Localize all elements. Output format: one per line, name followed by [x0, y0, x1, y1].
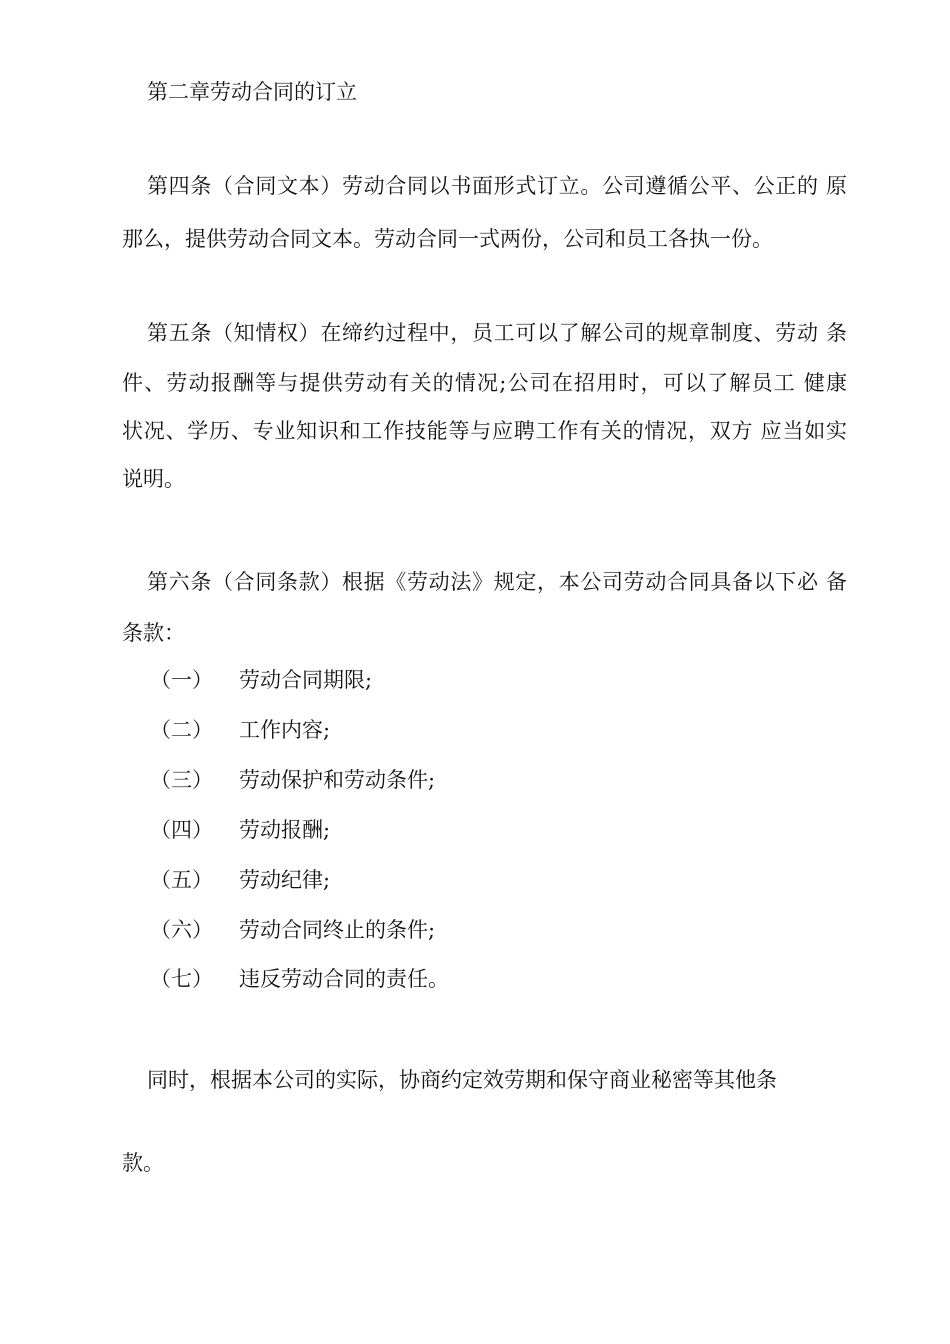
clause-text: 劳动合同期限; — [239, 668, 373, 692]
clause-text: 工作内容; — [239, 718, 331, 742]
clause-item — [150, 817, 330, 843]
closing-line-1: 同时，根据本公司的实际，协商约定效劳期和保守商业秘密等其他条 — [147, 1068, 777, 1092]
clause-item — [150, 717, 330, 743]
clause-text: 劳动保护和劳动条件; — [239, 768, 436, 792]
clause-item — [150, 767, 435, 793]
clause-text: 劳动报酬; — [239, 818, 331, 842]
clause-item — [150, 917, 435, 943]
closing-line-2: 款。 — [122, 1151, 164, 1175]
clause-number: （三） — [150, 768, 213, 792]
article-4-line-1: 第四条（合同文本）劳动合同以书面形式订立。公司遵循公平、公正的 原 — [147, 174, 847, 198]
article-5-line-4: 说明。 — [122, 467, 185, 491]
article-6-line-2: 条款： — [122, 621, 185, 645]
article-5-line-2: 件、劳动报酬等与提供劳动有关的情况;公司在招用时，可以了解员工 健康 — [122, 371, 847, 395]
clause-number: （六） — [150, 918, 213, 942]
article-5-line-3: 状况、学历、专业知识和工作技能等与应聘工作有关的情况，双方 应当如实 — [122, 419, 847, 443]
clause-number: （四） — [150, 818, 213, 842]
chapter-title: 第二章劳动合同的订立 — [147, 80, 357, 104]
clause-text: 劳动合同终止的条件; — [239, 918, 436, 942]
clause-text: 违反劳动合同的责任。 — [239, 967, 449, 991]
clause-text: 劳动纪律; — [239, 868, 331, 892]
article-6-line-1: 第六条（合同条款）根据《劳动法》规定，本公司劳动合同具备以下必 备 — [147, 570, 847, 594]
clause-number: （五） — [150, 868, 213, 892]
clause-item — [150, 667, 372, 693]
clause-number: （二） — [150, 718, 213, 742]
clause-item — [150, 966, 449, 992]
article-4-line-2: 那么，提供劳动合同文本。劳动合同一式两份，公司和员工各执一份。 — [122, 227, 773, 251]
article-5-line-1: 第五条（知情权）在缔约过程中，员工可以了解公司的规章制度、劳动 条 — [147, 321, 847, 345]
clause-item — [150, 867, 330, 893]
clause-number: （一） — [150, 668, 213, 692]
clause-number: （七） — [150, 967, 213, 991]
